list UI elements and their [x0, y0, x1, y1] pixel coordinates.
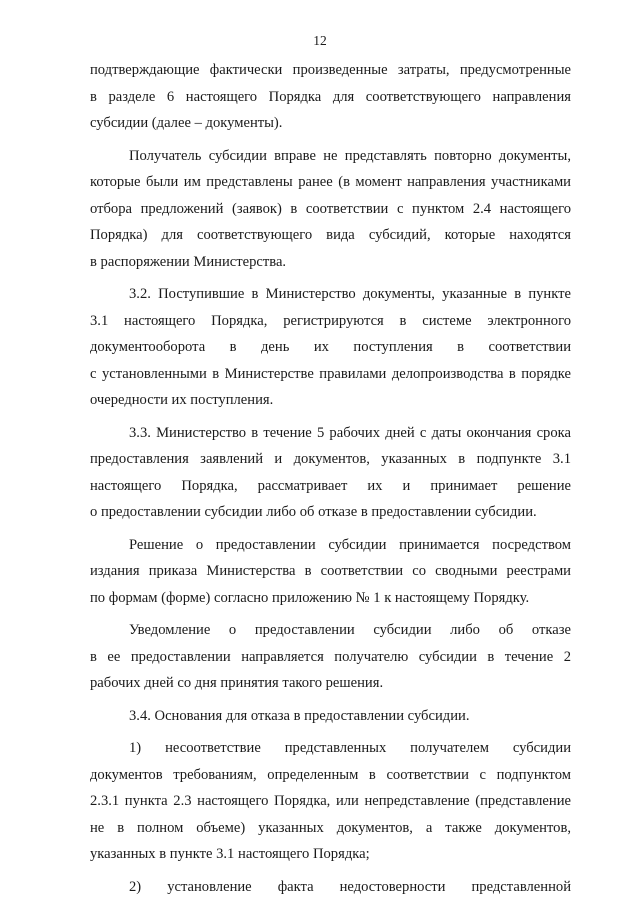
- text-line: 2) установление факта недостоверности представленной: [129, 878, 571, 895]
- paragraph: [90, 532, 571, 612]
- paragraph: [90, 735, 571, 868]
- text-line: издания приказа Министерства в соответствии со сводными реестрами: [90, 563, 571, 579]
- text-line: Решение о предоставлении субсидии принимается посредством: [129, 536, 571, 553]
- text-line: в распоряжении Министерства.: [90, 253, 287, 270]
- text-line: которые были им представлены ранее (в момент направления участниками: [90, 174, 571, 190]
- text-line: рабочих дней со дня принятия такого решения.: [90, 675, 384, 691]
- text-line: подтверждающие фактически произведенные затраты, предусмотренные: [90, 62, 571, 78]
- paragraph: [90, 874, 571, 901]
- text-line: в ее предоставлении направляется получателю субсидии в течение 2: [90, 648, 571, 665]
- paragraph: [90, 57, 571, 137]
- text-line: предоставления заявлений и документов, указанных в подпункте 3.1: [90, 451, 571, 467]
- text-line: очередности их поступления.: [90, 392, 274, 408]
- text-line: 3.2. Поступившие в Министерство документы, указанные в пункте: [129, 286, 571, 302]
- paragraph: [90, 281, 571, 414]
- text-line: 3.3. Министерство в течение 5 рабочих дней с даты окончания срока: [129, 424, 571, 441]
- text-line: документооборота в день их поступления в соответствии: [90, 339, 571, 355]
- text-line: настоящего Порядка, рассматривает их и принимает решение: [90, 477, 571, 494]
- text-line: субсидии (далее – документы).: [90, 115, 283, 131]
- paragraph: [90, 420, 571, 526]
- section-heading: 3.4. Основания для отказа в предоставлении субсидии.: [129, 707, 470, 724]
- text-line: Получатель субсидии вправе не представлять повторно документы,: [129, 147, 571, 164]
- text-line: отбора предложений (заявок) в соответствии с пунктом 2.4 настоящего: [90, 200, 571, 217]
- text-line: по формам (форме) согласно приложению № 1 к настоящему Порядку.: [90, 589, 530, 606]
- text-line: Порядка) для соответствующего вида субсидий, которые находятся: [90, 227, 571, 243]
- text-line: 1) несоответствие представленных получателем субсидии: [129, 740, 571, 756]
- text-line: с установленными в Министерстве правилами делопроизводства в порядке: [90, 365, 571, 382]
- paragraph: [90, 703, 571, 730]
- text-line: документов требованиям, определенным в соответствии с подпунктом: [90, 766, 571, 783]
- text-line: 2.3.1 пункта 2.3 настоящего Порядка, или непредставление (представление: [90, 793, 571, 809]
- text-line: 3.1 настоящего Порядка, регистрируются в системе электронного: [90, 312, 571, 329]
- text-line: не в полном объеме) указанных документов, а также документов,: [90, 819, 571, 836]
- document-body: [90, 57, 571, 900]
- page-number: 12: [313, 33, 327, 48]
- text-line: указанных в пункте 3.1 настоящего Порядка;: [90, 846, 370, 862]
- text-line: о предоставлении субсидии либо об отказе в предоставлении субсидии.: [90, 504, 537, 520]
- paragraph: [90, 617, 571, 697]
- paragraph: [90, 143, 571, 276]
- text-line: Уведомление о предоставлении субсидии либо об отказе: [129, 622, 571, 638]
- text-line: в разделе 6 настоящего Порядка для соответствующего направления: [90, 88, 571, 105]
